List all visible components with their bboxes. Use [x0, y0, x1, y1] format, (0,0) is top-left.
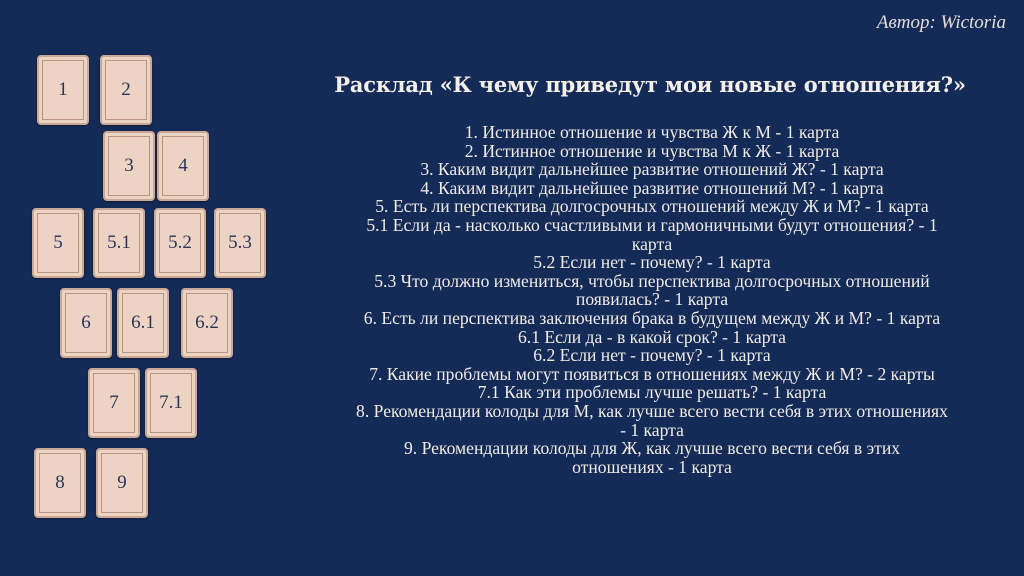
card-position-3: 3: [103, 131, 155, 201]
description-line: 4. Каким видит дальнейшее развитие отношений М? - 1 карта: [420, 177, 884, 198]
author-credit: Автор: Wictoria: [876, 12, 1006, 33]
description-line: 6.2 Если нет - почему? - 1 карта: [533, 345, 771, 366]
description-line: 5.3 Что должно измениться, чтобы перспектива долгосрочных отношений: [374, 270, 930, 291]
description-line: 2. Истинное отношение и чувства М к Ж - 1 карта: [464, 140, 840, 161]
description-line: появилась? - 1 карта: [575, 289, 729, 310]
card-position-6-2: 6.2: [181, 288, 233, 358]
description-line: 3. Каким видит дальнейшее развитие отношений Ж? - 1 карта: [420, 159, 884, 180]
card-position-8: 8: [34, 448, 86, 518]
card-position-5-1: 5.1: [93, 208, 145, 278]
card-position-7-1: 7.1: [145, 368, 197, 438]
description-line: 8. Рекомендации колоды для М, как лучше всего вести себя в этих отношениях: [356, 400, 948, 421]
description-line: 6.1 Если да - в какой срок? - 1 карта: [518, 326, 786, 347]
description-line: 5.2 Если нет - почему? - 1 карта: [533, 252, 771, 273]
card-position-5-2: 5.2: [154, 208, 206, 278]
card-position-6-1: 6.1: [117, 288, 169, 358]
position-descriptions: [292, 123, 1012, 476]
description-line: 5.1 Если да - насколько счастливыми и гармоничными будут отношения? - 1: [366, 214, 938, 235]
card-position-4: 4: [157, 131, 209, 201]
description-line: 9. Рекомендации колоды для Ж, как лучше всего вести себя в этих: [403, 438, 901, 459]
description-line: - 1 карта: [620, 419, 684, 440]
description-line: 1. Истинное отношение и чувства Ж к М - 1 карта: [464, 122, 840, 142]
card-position-1: 1: [37, 55, 89, 125]
description-line: отношениях - 1 карта: [572, 456, 732, 477]
description-line: 7. Какие проблемы могут появиться в отношениях между Ж и М? - 2 карты: [369, 363, 935, 384]
description-line: 5. Есть ли перспектива долгосрочных отношений между Ж и М? - 1 карта: [375, 196, 929, 217]
card-position-7: 7: [88, 368, 140, 438]
card-position-2: 2: [100, 55, 152, 125]
card-position-6: 6: [60, 288, 112, 358]
description-line: 6. Есть ли перспектива заключения брака в будущем между Ж и М? - 1 карта: [363, 307, 941, 328]
card-position-5-3: 5.3: [214, 208, 266, 278]
description-line: карта: [631, 233, 673, 254]
card-position-9: 9: [96, 448, 148, 518]
description-line: 7.1 Как эти проблемы лучше решать? - 1 карта: [477, 382, 827, 403]
page-title: Расклад «К чему приведут мои новые отношения?»: [334, 72, 966, 97]
card-position-5: 5: [32, 208, 84, 278]
